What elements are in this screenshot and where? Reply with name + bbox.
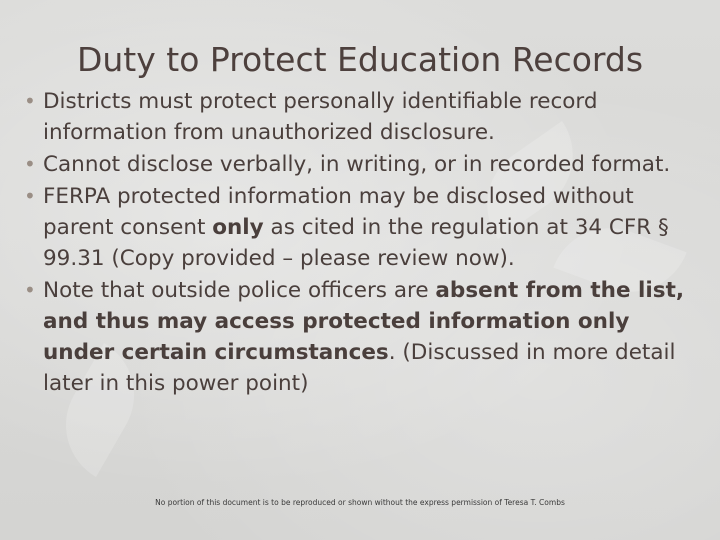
bullet-text: FERPA protected information may be disclosed without parent consent [43, 184, 634, 240]
bullet-icon: • [24, 184, 36, 208]
slide-title: Duty to Protect Education Records [76, 40, 644, 79]
bullet-text: as cited in the regulation at 34 CFR § 99.31 (Copy provided – please review now). [43, 215, 669, 271]
bullet-list [24, 86, 704, 400]
bullet-icon: • [24, 152, 36, 176]
bullet-item [24, 275, 704, 399]
bullet-item [24, 149, 704, 180]
bullet-text-bold: absent from the list, and thus may access protected information only under certain circumstances [43, 278, 685, 365]
bullet-text: Note that outside police officers are [43, 278, 436, 303]
bullet-text: . (Discussed in more detail later in this power point) [43, 340, 676, 396]
bullet-text: Cannot disclose verbally, in writing, or in recorded format. [43, 152, 671, 177]
copyright-footer: No portion of this document is to be reproduced or shown without the express permission of Teresa T. Combs [155, 498, 565, 507]
bullet-text: Districts must protect personally identifiable record information from unauthorized disclosure. [43, 89, 598, 145]
bullet-item [24, 181, 704, 274]
bullet-icon: • [24, 278, 36, 302]
bullet-item [24, 86, 704, 148]
bullet-icon: • [24, 89, 36, 113]
bullet-text-bold: only [212, 215, 264, 240]
